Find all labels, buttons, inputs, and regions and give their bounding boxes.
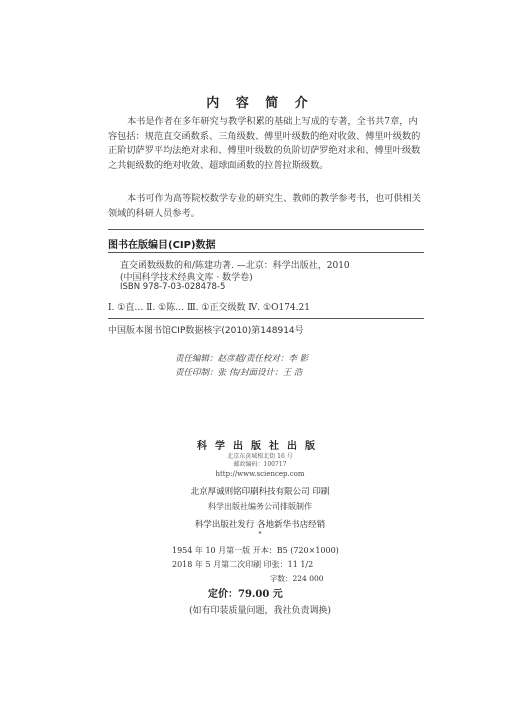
divider [108, 318, 424, 319]
word-count: 字数：224 000 [270, 574, 324, 583]
printer-line: 北京厚诚则铭印刷科技有限公司 印刷 [190, 487, 330, 497]
intro-paragraph: 本书是作者在多年研究与教学积累的基础上写成的专著，全书共7章，内容包括：规范直交函数系、三角级数、傅里叶级数的绝对收敛、傅里叶级数的正阶切萨罗平均法绝对求和、傅里叶级数的负阶切萨罗绝对求和、傅里叶级数之共轭级数的绝对收敛、超球面函数的拉普拉斯级数。 [108, 116, 421, 171]
distribution-line: 科学出版社发行 各地新华书店经销 [194, 520, 326, 530]
production-credits: 责任印制：张 伟/封面设计：王 浩 [175, 368, 303, 378]
divider [108, 252, 424, 253]
cip-series-line: (中国科学技术经典文库 · 数学卷) [120, 273, 253, 283]
publisher-name: 科学出版社出版 [197, 441, 323, 452]
quality-notice: (如有印装质量问题，我社负责调换) [188, 606, 332, 616]
cip-heading: 图书在版编目(CIP)数据 [108, 240, 216, 251]
publisher-address: 北京东黄城根北街 16 号 [227, 453, 293, 460]
cip-title-line: 直交函数级数的和/陈建功著. —北京：科学出版社，2010 [120, 261, 350, 271]
page-title: 内 容 简 介 [206, 96, 314, 111]
typesetter-line: 科学出版社编务公司排版制作 [208, 502, 312, 511]
separator-mark: * [258, 531, 262, 538]
edition-spec-line: 1954 年 10 月第一版 开本：B5 (720×1000) [172, 546, 339, 555]
publisher-website: http://www.sciencep.com [215, 470, 305, 478]
cip-isbn-line: ISBN 978-7-03-028478-5 [120, 282, 226, 292]
printing-spec-line: 2018 年 5 月第二次印刷 印张：11 1/2 [172, 560, 314, 569]
publisher-postcode: 邮政编码：100717 [233, 461, 287, 468]
cip-record-number: 中国版本图书馆CIP数据核字(2010)第148914号 [108, 326, 304, 336]
editor-credits: 责任编辑：赵彦超/责任校对：李 影 [175, 354, 309, 364]
divider [108, 229, 424, 230]
cip-classification-line: Ⅰ. ①直… Ⅱ. ①陈… Ⅲ. ①正交级数 Ⅳ. ①O174.21 [108, 303, 310, 313]
price: 定价：79.00 元 [208, 589, 283, 600]
intro-paragraph: 本书可作为高等院校数学专业的研究生、教师的教学参考书，也可供相关领域的科研人员参考。 [108, 193, 421, 219]
